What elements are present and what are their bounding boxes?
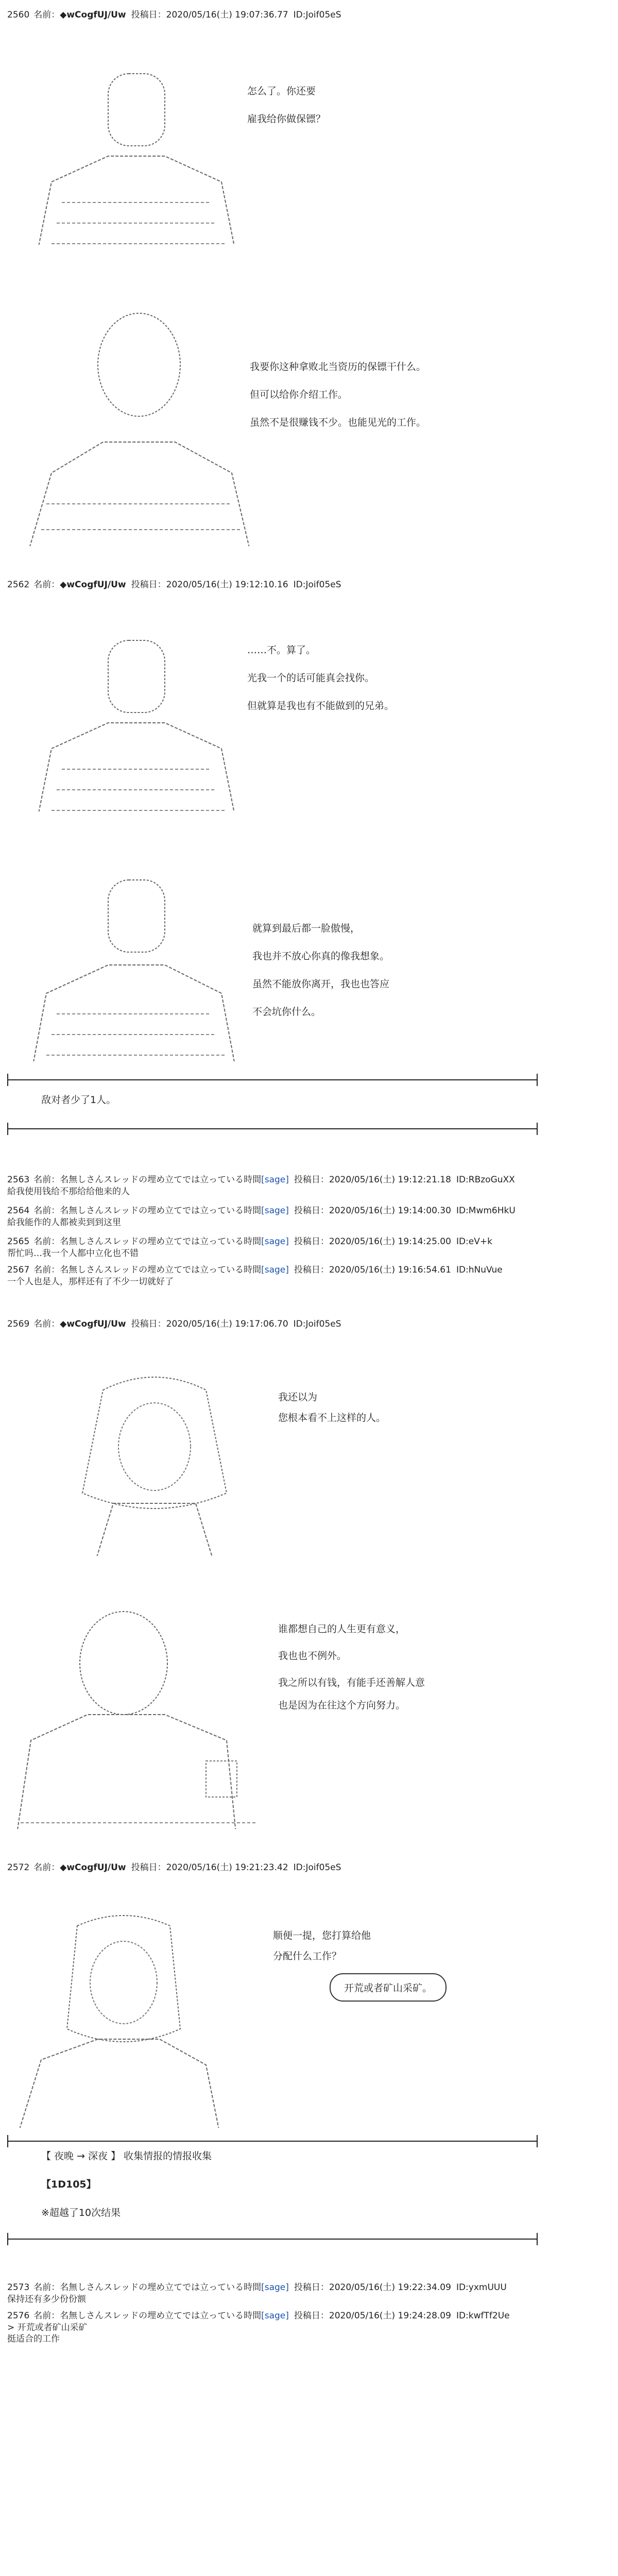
dialog-line: 分配什么工作？ [273, 1951, 342, 1962]
ascii-art-man-4 [21, 855, 242, 1061]
dialog-2569a [278, 1391, 386, 1439]
dialog-2560a [247, 85, 325, 141]
name-label: 名前： [33, 1236, 60, 1247]
name-label: 名前： [33, 1862, 60, 1873]
name-label: 名前： [33, 1319, 60, 1329]
post-number[interactable]: 2562 [7, 580, 30, 590]
response-body: 給我能作的人都被卖到到这里 [7, 1217, 121, 1228]
response-2567 [7, 1262, 610, 1287]
post-header [7, 1316, 610, 1329]
poster-name: 名無しさんスレッドの埋め立てでは立っている時間 [60, 2282, 262, 2293]
poster-name: 名無しさんスレッドの埋め立てでは立っている時間 [60, 2311, 262, 2321]
post-date: 投稿日：2020/05/16(土) 19:07:36.77 [131, 10, 288, 20]
poster-name: 名無しさんスレッドの埋め立てでは立っている時間 [60, 1175, 262, 1185]
name-label: 名前： [33, 580, 60, 590]
thought-bubble: 开荒或者矿山采矿。 [330, 1973, 447, 2002]
dialog-line: ……不。算了。 [247, 645, 316, 656]
poster-id[interactable]: ID:Joif05eS [293, 1319, 341, 1329]
poster-name: 名無しさんスレッドの埋め立てでは立っている時間 [60, 1265, 262, 1275]
dialog-line: 您根本看不上这样的人。 [278, 1412, 386, 1423]
post-date: 投稿日：2020/05/16(土) 19:12:10.16 [131, 580, 288, 590]
sage-link[interactable]: [sage] [261, 1175, 289, 1185]
post-number[interactable]: 2573 [7, 2282, 30, 2293]
post-date: 投稿日：2020/05/16(土) 19:21:23.42 [131, 1862, 288, 1873]
dialog-2572a [273, 1929, 371, 1978]
name-label: 名前： [33, 10, 60, 20]
divider-rule [7, 1079, 538, 1080]
dialog-line: 但可以给你介绍工作。 [250, 389, 348, 400]
dialog-line: 光我一个的话可能真会找你。 [247, 672, 375, 684]
post-date: 投稿日：2020/05/16(土) 19:22:34.09 [294, 2282, 451, 2293]
divider-rule [7, 2141, 538, 2142]
dialog-line: 谁都想自己的人生更有意义， [278, 1623, 406, 1635]
sage-link[interactable]: [sage] [261, 1265, 289, 1275]
post-header [7, 1860, 610, 1873]
post-date: 投稿日：2020/05/16(土) 19:12:21.18 [294, 1175, 451, 1185]
name-label: 名前： [33, 1206, 60, 1216]
response-2564 [7, 1203, 610, 1228]
post-date: 投稿日：2020/05/16(土) 19:17:06.70 [131, 1319, 288, 1329]
info-phase: 【 夜晚 → 深夜 】 收集情报的情报收集 [41, 2150, 212, 2162]
dialog-line: 虽然不能放你离开，我也也答应 [252, 978, 390, 990]
post-number[interactable]: 2563 [7, 1175, 30, 1185]
poster-id[interactable]: ID:hNuVue [456, 1265, 503, 1275]
ascii-art-man-3 [21, 616, 242, 811]
post-date: 投稿日：2020/05/16(土) 19:14:25.00 [294, 1236, 451, 1247]
sage-link[interactable]: [sage] [261, 1236, 289, 1247]
dialog-line: 顺便一提，您打算给他 [273, 1930, 371, 1941]
ascii-art-girl [31, 1350, 278, 1556]
dialog-line: 不会坑你什么。 [252, 1006, 321, 1018]
poster-id[interactable]: ID:Joif05eS [293, 580, 341, 590]
response-2565 [7, 1234, 610, 1259]
post-header [7, 7, 610, 20]
name-label: 名前： [33, 2282, 60, 2293]
response-2576 [7, 2308, 610, 2345]
poster-id[interactable]: ID:RBzoGuXX [456, 1175, 515, 1185]
post-number[interactable]: 2576 [7, 2311, 30, 2321]
post-number[interactable]: 2560 [7, 10, 30, 20]
poster-id[interactable]: ID:Mwm6HkU [456, 1206, 516, 1216]
dialog-line: 就算到最后都一脸傲慢， [252, 923, 360, 934]
poster-id[interactable]: ID:eV+k [456, 1236, 492, 1247]
dialog-line: 我要你这种拿败北当资历的保镖干什么。 [250, 361, 426, 372]
response-2563 [7, 1172, 610, 1197]
post-2569 [7, 1316, 610, 1329]
post-number[interactable]: 2572 [7, 1862, 30, 1873]
post-date: 投稿日：2020/05/16(土) 19:14:00.30 [294, 1206, 451, 1216]
sage-link[interactable]: [sage] [261, 2311, 289, 2321]
sage-link[interactable]: [sage] [261, 1206, 289, 1216]
post-2562 [7, 577, 610, 590]
response-body: 保持还有多少份份额 [7, 2294, 86, 2304]
response-body: 一个人也是人，那样还有了不少一切就好了 [7, 1277, 174, 1287]
poster-name: ◆wCogfUJ/Uw [60, 1862, 126, 1873]
dialog-2560b [250, 361, 426, 444]
poster-id[interactable]: ID:yxmUUU [456, 2282, 507, 2293]
divider-rule [7, 1128, 538, 1129]
poster-name: 名無しさんスレッドの埋め立てでは立っている時間 [60, 1236, 262, 1247]
ascii-art-old-man [10, 1587, 278, 1829]
dialog-line: 虽然不是很赚钱不少。也能见光的工作。 [250, 417, 426, 428]
dialog-line: 我也并不放心你真的像我想象。 [252, 951, 390, 962]
poster-id[interactable]: ID:Joif05eS [293, 1862, 341, 1873]
post-number[interactable]: 2569 [7, 1319, 30, 1329]
response-2573 [7, 2280, 610, 2305]
post-number[interactable]: 2567 [7, 1265, 30, 1275]
dialog-2569b [278, 1623, 425, 1727]
ascii-art-man-1 [21, 49, 242, 245]
post-number[interactable]: 2564 [7, 1206, 30, 1216]
poster-id[interactable]: ID:Joif05eS [293, 10, 341, 20]
narration: 敌对者少了1人。 [41, 1094, 116, 1106]
dialog-line: 我之所以有钱，有能手还善解人意 [278, 1677, 425, 1688]
info-dice: 【1D105】 [41, 2179, 96, 2190]
poster-name: ◆wCogfUJ/Uw [60, 1319, 126, 1329]
dialog-line: 怎么了。你还要 [247, 86, 316, 97]
poster-name: ◆wCogfUJ/Uw [60, 580, 126, 590]
poster-name: ◆wCogfUJ/Uw [60, 10, 126, 20]
dialog-line: 我也也不例外。 [278, 1650, 347, 1662]
response-body: > 开荒或者矿山采矿 挺适合的工作 [7, 2323, 88, 2344]
name-label: 名前： [33, 1265, 60, 1275]
poster-name: 名無しさんスレッドの埋め立てでは立っている時間 [60, 1206, 262, 1216]
dialog-2562a [247, 644, 394, 727]
name-label: 名前： [33, 2311, 60, 2321]
post-date: 投稿日：2020/05/16(土) 19:24:28.09 [294, 2311, 451, 2321]
divider-rule [7, 2239, 538, 2240]
info-result: ※超越了10次结果 [41, 2207, 121, 2218]
dialog-line: 但就算是我也有不能做到的兄弟。 [247, 700, 394, 711]
post-header [7, 577, 610, 590]
dialog-2562b [252, 922, 389, 1033]
post-2572 [7, 1860, 610, 1873]
name-label: 名前： [33, 1175, 60, 1185]
dialog-line: 雇我给你做保镖？ [247, 113, 326, 125]
ascii-art-woman [10, 1891, 227, 2128]
response-body: 給我使用钱给不那给给他来的人 [7, 1187, 130, 1197]
dialog-line: 也是因为在往这个方向努力。 [278, 1700, 406, 1711]
sage-link[interactable]: [sage] [261, 2282, 289, 2293]
poster-id[interactable]: ID:kwfTf2Ue [456, 2311, 510, 2321]
ascii-art-man-2 [15, 289, 258, 546]
response-body: 帮忙吗…我一个人都中立化也不错 [7, 1248, 139, 1259]
post-2560 [7, 7, 610, 20]
post-date: 投稿日：2020/05/16(土) 19:16:54.61 [294, 1265, 451, 1275]
dialog-line: 我还以为 [278, 1392, 318, 1403]
post-number[interactable]: 2565 [7, 1236, 30, 1247]
